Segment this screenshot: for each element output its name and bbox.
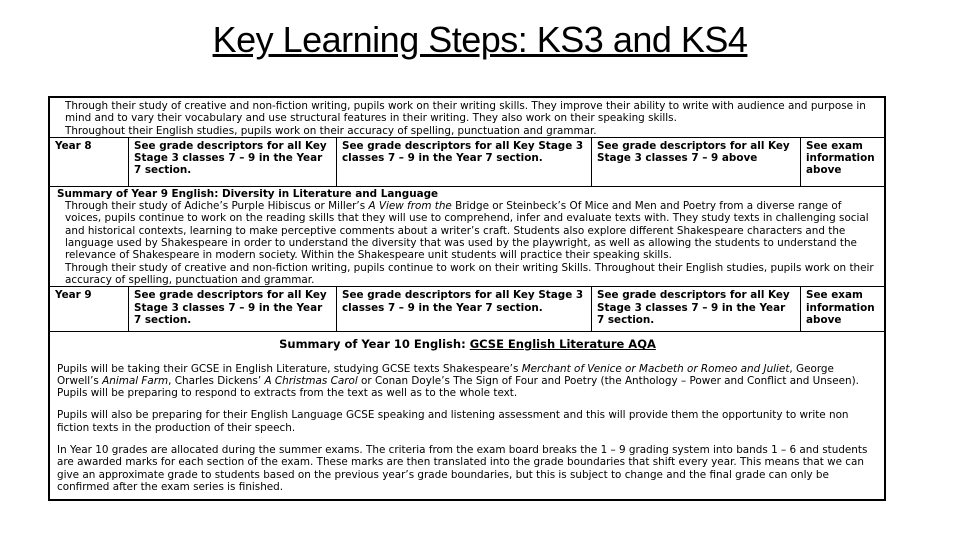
year-label: Year 8 [50, 138, 129, 186]
text-run: , George Orwell’s [57, 362, 834, 387]
writing-skills-text [57, 100, 878, 125]
year-10-grading-paragraph: In Year 10 grades are allocated during the summer exams. The criteria from the exam board breaks the 1 – 9 grading system into bands 1 – 6 and students are awarded marks for each section of the exam. These marks are then translated into the grade boundaries that shift every year. This means that we can give an approximate grade to students based on the previous year’s grade boundaries, but this is subject to change and the final grade can only be confirmed after the exam series is finished. [57, 444, 868, 493]
year-10-summary [50, 332, 884, 493]
text-run: Bridge or Steinbeck’s Of Mice and Men and Poetry from a diverse range of voices, pupils continue to work on the reading skills that they will use to comprehend, infer and evaluate texts with. They study texts in challenging social and historical contexts, learning to make perceptive comments about a writer’s craft. Students also explore different Shakespeare characters and the language used by Shakespeare in order to understand the diversity that was used by the playwright, as well as allowing the students to understand the relevance of Shakespeare in modern society. Within the Shakespeare unit students will practice their speaking skills. [65, 200, 869, 262]
table-row-year-8 [50, 137, 884, 187]
year-label: Year 9 [50, 287, 129, 331]
grade-descriptor-cell: See grade descriptors for all Key Stage 3 classes 7 – 9 in the Year 7 section. [337, 138, 592, 186]
heading-course: GCSE English Literature AQA [469, 337, 656, 352]
grade-descriptor-cell: See grade descriptors for all Key Stage 3 classes 7 – 9 above [592, 138, 801, 186]
table-row-year-9 [50, 286, 884, 332]
text-run: or Conan Doyle’s The Sign of Four and Poetry (the Anthology – Power and Conflict and Unseen). Pupils will be preparing to respond to extracts from the text as well as to the whole text. [57, 374, 859, 400]
text-run: Through their study of Adiche’s Purple Hibiscus or Miller’s [65, 200, 369, 213]
page-title: Key Learning Steps: KS3 and KS4 [212, 19, 748, 60]
heading-text: Summary of Year 10 English: [279, 337, 470, 352]
grade-descriptor-cell: See grade descriptors for all Key Stage 3 classes 7 – 9 in the Year 7 section. [129, 287, 337, 331]
year-9-heading: Summary of Year 9 English: Diversity in Literature and Language [57, 187, 439, 200]
text-run-italic: A Christmas Carol [264, 374, 358, 387]
year-10-heading [57, 338, 878, 350]
spag-line: Throughout their English studies, pupils work on their accuracy of spelling, punctuation and grammar. [65, 124, 597, 137]
year-9-summary [50, 187, 884, 286]
writing-skills-summary [50, 98, 884, 137]
text-run: , Charles Dickens’ [168, 374, 265, 387]
grade-descriptor-cell: See grade descriptors for all Key Stage 3 classes 7 – 9 in the Year 7 section. [337, 287, 592, 331]
grade-descriptor-cell: See grade descriptors for all Key Stage 3 classes 7 – 9 in the Year 7 section. [129, 138, 337, 186]
year-9-reading-paragraph [57, 200, 878, 261]
exam-info-cell: See exam information above [806, 289, 875, 326]
text-run-italic: Animal Farm [102, 374, 169, 387]
exam-info-cell: See exam information above [806, 139, 875, 177]
year-10-literature-paragraph [57, 363, 878, 400]
year-9-writing-paragraph: Through their study of creative and non-fiction writing, pupils continue to work on their writing Skills. Throughout their English studies, pupils work on their accuracy of spelling, punctuation and grammar. [65, 261, 874, 286]
text-run-italic: Merchant of Venice or Macbeth or Romeo and Juliet [521, 362, 790, 375]
text-run: Pupils will be taking their GCSE in English Literature, studying GCSE texts Shakespeare’s [57, 362, 522, 375]
writing-skills-line: Through their study of creative and non-fiction writing, pupils work on their writing skills. They improve their ability to write with audience and purpose in mind and to vary their vocabulary and use structural features in their writing. They also work on their speaking skills. [65, 100, 866, 125]
text-run-italic: A View from the [368, 200, 452, 213]
year-10-speaking-paragraph: Pupils will also be preparing for their English Language GCSE speaking and listening assessment and this will provide them the opportunity to write non fiction texts in the production of their speech. [57, 409, 849, 434]
grade-descriptor-cell: See grade descriptors for all Key Stage 3 classes 7 – 9 in the Year 7 section. [592, 287, 801, 331]
curriculum-document [48, 96, 886, 501]
